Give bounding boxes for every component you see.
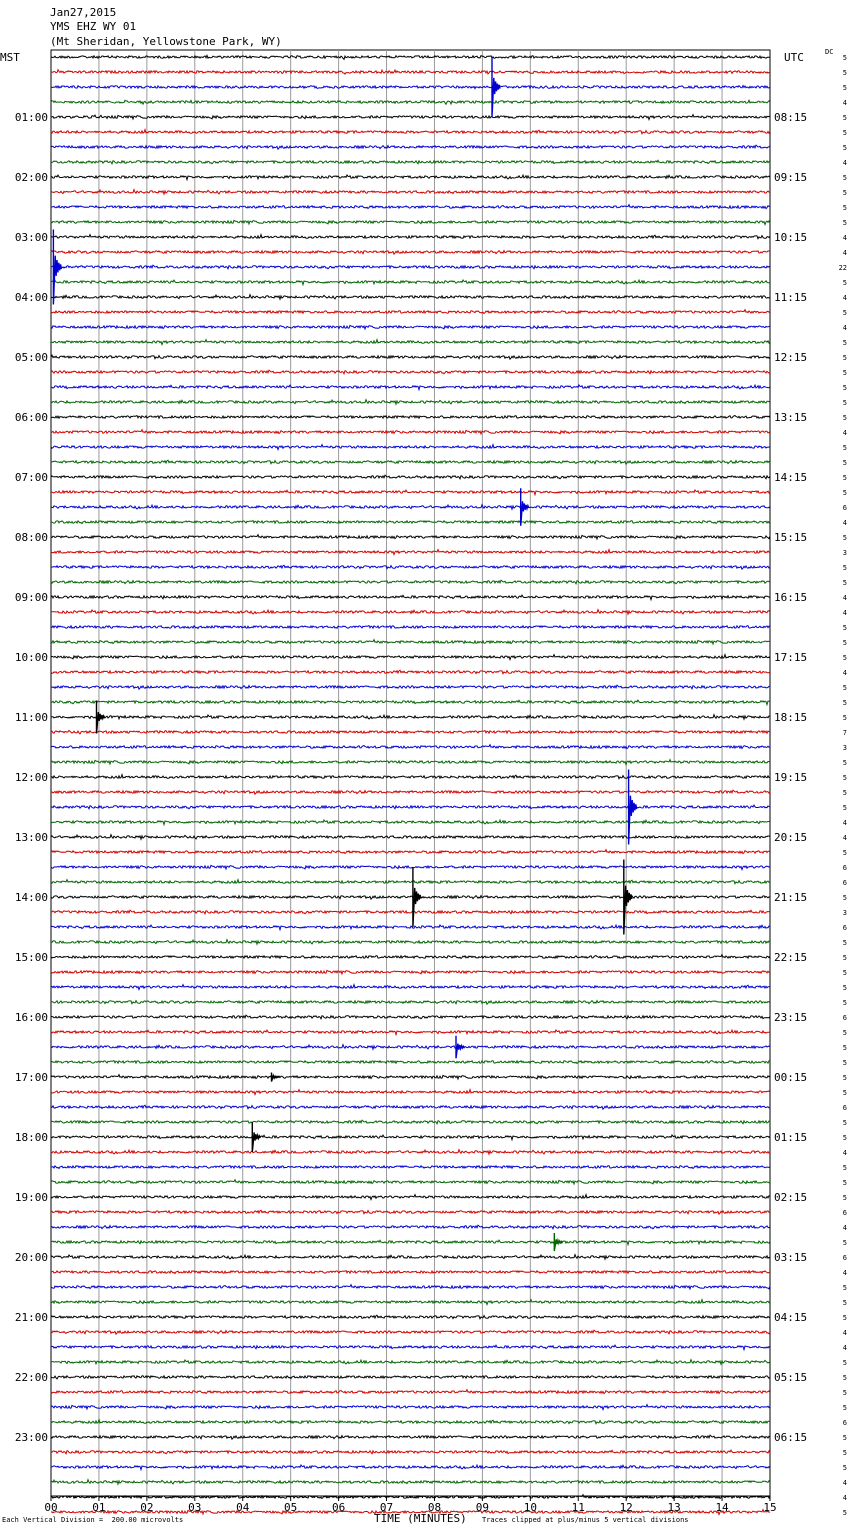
dc-offset-value: 5 — [842, 714, 847, 722]
trace-line — [51, 1450, 770, 1454]
dc-offset-value: 6 — [842, 1104, 847, 1112]
trace-line — [51, 655, 770, 660]
trace-line — [51, 1090, 770, 1095]
hour-label-utc: 21:15 — [774, 891, 808, 904]
hour-label-utc: 20:15 — [774, 831, 808, 844]
trace-line — [51, 1420, 770, 1424]
dc-offset-value: 5 — [842, 144, 847, 152]
hour-label-utc: 19:15 — [774, 771, 808, 784]
dc-offset-value: 5 — [842, 54, 847, 62]
dc-offset-value: 5 — [842, 129, 847, 137]
event-spike — [252, 1122, 260, 1152]
dc-offset-value: 5 — [842, 69, 847, 77]
trace-line — [51, 235, 770, 239]
hour-label-utc: 22:15 — [774, 951, 808, 964]
trace-line — [51, 835, 770, 840]
dc-offset-value: 5 — [842, 684, 847, 692]
dc-offset-value: 4 — [842, 294, 847, 302]
trace-line — [51, 1345, 770, 1350]
dc-offset-value: 5 — [842, 579, 847, 587]
dc-offset-value: 5 — [842, 1089, 847, 1097]
hour-label-utc: 17:15 — [774, 651, 808, 664]
x-tick-label: 03 — [188, 1501, 202, 1514]
dc-offset-value: 4 — [842, 234, 847, 242]
trace-line — [51, 130, 770, 134]
event-spike — [624, 860, 632, 935]
event-spike — [413, 867, 421, 927]
x-tick-label: 00 — [44, 1501, 58, 1514]
x-tick-label: 14 — [715, 1501, 729, 1514]
dc-offset-value: 5 — [842, 894, 847, 902]
dc-offset-value: 5 — [842, 1404, 847, 1412]
hour-label-utc: 16:15 — [774, 591, 808, 604]
trace-line — [51, 1030, 770, 1035]
trace-line — [51, 1195, 770, 1200]
dc-offset-value: 5 — [842, 1389, 847, 1397]
event-spike — [53, 230, 61, 305]
dc-offset-value: 6 — [842, 1254, 847, 1262]
dc-offset-value: 5 — [842, 1299, 847, 1307]
hour-label-mst: 06:00 — [14, 411, 48, 424]
x-tick-label: 10 — [523, 1501, 537, 1514]
dc-offset-value: 7 — [842, 729, 847, 737]
trace-line — [51, 145, 770, 149]
hour-label-mst: 19:00 — [14, 1191, 48, 1204]
trace-line — [51, 1240, 770, 1245]
dc-offset-value: 5 — [842, 309, 847, 317]
trace-line — [51, 745, 770, 749]
trace-line — [51, 775, 770, 779]
dc-offset-value: 6 — [842, 1014, 847, 1022]
dc-offset-value: 5 — [842, 1314, 847, 1322]
dc-offset-value: 5 — [842, 204, 847, 212]
hour-label-mst: 12:00 — [14, 771, 48, 784]
trace-line — [51, 86, 770, 89]
trace-line — [51, 1315, 770, 1319]
hour-label-utc: 08:15 — [774, 111, 808, 124]
x-tick-label: 12 — [619, 1501, 633, 1514]
trace-line — [51, 205, 770, 209]
trace-line — [51, 1001, 770, 1005]
dc-offset-value: 5 — [842, 1434, 847, 1442]
x-tick-label: 02 — [140, 1501, 154, 1514]
hour-label-mst: 07:00 — [14, 471, 48, 484]
dc-offset-value: 5 — [842, 1164, 847, 1172]
trace-line — [51, 70, 770, 74]
x-tick-label: 04 — [236, 1501, 250, 1514]
trace-line — [51, 580, 770, 584]
trace-line — [51, 685, 770, 689]
dc-offset-value: 5 — [842, 1449, 847, 1457]
trace-line — [51, 805, 770, 809]
dc-offset-value: 5 — [842, 1119, 847, 1127]
dc-offset-value: 5 — [842, 939, 847, 947]
trace-line — [51, 1210, 770, 1214]
hour-label-mst: 17:00 — [14, 1071, 48, 1084]
x-tick-label: 13 — [667, 1501, 681, 1514]
trace-line — [51, 1360, 770, 1365]
dc-offset-value: 4 — [842, 1329, 847, 1337]
x-axis-label: TIME (MINUTES) — [374, 1512, 467, 1525]
dc-offset-value: 3 — [842, 744, 847, 752]
trace-line — [51, 955, 770, 959]
hour-label-mst: 08:00 — [14, 531, 48, 544]
local-timezone-label: MST — [0, 51, 20, 64]
x-tick-label: 07 — [379, 1501, 394, 1514]
dc-offset-value: 5 — [842, 174, 847, 182]
x-tick-label: 11 — [571, 1501, 585, 1514]
dc-offset-value: 5 — [842, 1284, 847, 1292]
hour-label-mst: 16:00 — [14, 1011, 48, 1024]
dc-offset-value: 4 — [842, 99, 847, 107]
trace-line — [51, 295, 770, 300]
dc-offset-value: 5 — [842, 849, 847, 857]
dc-offset-value: 4 — [842, 669, 847, 677]
trace-line — [51, 670, 770, 674]
trace-line — [51, 1180, 770, 1184]
hour-label-utc: 06:15 — [774, 1431, 808, 1444]
trace-line — [51, 565, 770, 569]
dc-offset-value: 5 — [842, 279, 847, 287]
trace-line — [51, 310, 770, 314]
dc-offset-value: 5 — [842, 1134, 847, 1142]
dc-offset-value: 4 — [842, 1224, 847, 1232]
event-spike — [554, 1233, 562, 1251]
dc-offset-value: 4 — [842, 1149, 847, 1157]
trace-line — [51, 1390, 770, 1394]
trace-line — [51, 1465, 770, 1470]
dc-offset-value: 6 — [842, 879, 847, 887]
dc-offset-value: 5 — [842, 699, 847, 707]
trace-line — [51, 370, 770, 374]
scale-note: Each Vertical Division = 200.00 microvolts — [2, 1516, 184, 1524]
hour-label-utc: 18:15 — [774, 711, 808, 724]
trace-line — [51, 1150, 770, 1155]
dc-offset-value: 5 — [842, 1464, 847, 1472]
trace-line — [51, 910, 770, 914]
trace-line — [51, 1015, 770, 1019]
trace-line — [51, 1045, 770, 1050]
trace-line — [51, 550, 770, 555]
dc-offset-value: 6 — [842, 504, 847, 512]
trace-line — [51, 1330, 770, 1334]
x-tick-label: 05 — [284, 1501, 298, 1514]
x-tick-label: 06 — [331, 1501, 346, 1514]
dc-offset-value: 4 — [842, 594, 847, 602]
hour-label-utc: 01:15 — [774, 1131, 808, 1144]
trace-line — [51, 1480, 770, 1485]
trace-line — [51, 1300, 770, 1305]
trace-line — [51, 1405, 770, 1410]
hour-label-utc: 23:15 — [774, 1011, 808, 1024]
dc-offset-value: 5 — [842, 1044, 847, 1052]
trace-line — [51, 595, 770, 600]
trace-line — [51, 1061, 770, 1064]
dc-offset-value: 5 — [842, 1059, 847, 1067]
dc-offset-value: 5 — [842, 369, 847, 377]
trace-line — [51, 160, 770, 164]
dc-offset-value: 4 — [842, 1494, 847, 1502]
trace-line — [51, 175, 770, 180]
dc-offset-value: 4 — [842, 159, 847, 167]
trace-line — [51, 1166, 770, 1169]
hour-label-mst: 14:00 — [14, 891, 48, 904]
dc-offset-value: 4 — [842, 1344, 847, 1352]
dc-offset-value: 4 — [842, 819, 847, 827]
hour-label-utc: 12:15 — [774, 351, 808, 364]
trace-line — [51, 730, 770, 734]
x-tick-label: 01 — [92, 1501, 106, 1514]
hour-label-mst: 20:00 — [14, 1251, 48, 1264]
dc-offset-value: 5 — [842, 999, 847, 1007]
hour-label-mst: 10:00 — [14, 651, 48, 664]
dc-offset-value: 4 — [842, 429, 847, 437]
dc-offset-value: 5 — [842, 1239, 847, 1247]
dc-offset-value: 5 — [842, 984, 847, 992]
event-spike — [97, 701, 105, 734]
event-spike — [272, 1073, 280, 1082]
hour-label-mst: 03:00 — [14, 231, 48, 244]
dc-offset-value: 5 — [842, 444, 847, 452]
event-spike — [492, 57, 500, 117]
dc-offset-value: 4 — [842, 519, 847, 527]
dc-offset-value: 5 — [842, 414, 847, 422]
dc-offset-value: 4 — [842, 324, 847, 332]
dc-offset-value: 5 — [842, 489, 847, 497]
dc-offset-value: 5 — [842, 1359, 847, 1367]
trace-line — [51, 790, 770, 794]
trace-line — [51, 400, 770, 405]
trace-line — [51, 626, 770, 629]
trace-line — [51, 1435, 770, 1439]
trace-line — [51, 1225, 770, 1229]
hour-label-utc: 04:15 — [774, 1311, 808, 1324]
dc-offset-value: 5 — [842, 354, 847, 362]
trace-line — [51, 820, 770, 825]
trace-line — [51, 190, 770, 195]
trace-line — [51, 385, 770, 390]
hour-label-mst: 11:00 — [14, 711, 48, 724]
hour-label-utc: 11:15 — [774, 291, 808, 304]
trace-line — [51, 505, 770, 510]
dc-offset-value: 4 — [842, 249, 847, 257]
trace-line — [51, 640, 770, 644]
trace-line — [51, 850, 770, 854]
trace-line — [51, 430, 770, 434]
dc-offset-value: 5 — [842, 534, 847, 542]
hour-label-mst: 21:00 — [14, 1311, 48, 1324]
trace-line — [51, 490, 770, 495]
hour-label-mst: 23:00 — [14, 1431, 48, 1444]
dc-offset-value: 5 — [842, 1374, 847, 1382]
trace-line — [51, 970, 770, 974]
trace-line — [51, 445, 770, 450]
dc-offset-value: 4 — [842, 1479, 847, 1487]
trace-line — [51, 55, 770, 59]
hour-label-mst: 15:00 — [14, 951, 48, 964]
dc-offset-value: 5 — [842, 759, 847, 767]
trace-line — [51, 115, 770, 120]
trace-line — [51, 715, 770, 720]
dc-offset-value: 5 — [842, 1179, 847, 1187]
hour-label-utc: 14:15 — [774, 471, 808, 484]
dc-offset-value: 5 — [842, 339, 847, 347]
trace-line — [51, 416, 770, 419]
trace-line — [51, 880, 770, 884]
hour-label-utc: 00:15 — [774, 1071, 808, 1084]
hour-label-utc: 10:15 — [774, 231, 808, 244]
trace-line — [51, 925, 770, 930]
trace-line — [51, 460, 770, 464]
trace-line — [51, 1075, 770, 1079]
dc-offset-value: 5 — [842, 789, 847, 797]
dc-offset-value: 5 — [842, 1509, 847, 1517]
dc-offset-value: 5 — [842, 969, 847, 977]
trace-line — [51, 865, 770, 869]
x-tick-label: 15 — [763, 1501, 777, 1514]
trace-line — [51, 1271, 770, 1274]
hour-label-mst: 18:00 — [14, 1131, 48, 1144]
dc-offset-value: 6 — [842, 864, 847, 872]
dc-offset-value: 5 — [842, 954, 847, 962]
hour-label-mst: 13:00 — [14, 831, 48, 844]
dc-offset-value: 5 — [842, 564, 847, 572]
hour-label-utc: 09:15 — [774, 171, 808, 184]
hour-label-utc: 02:15 — [774, 1191, 808, 1204]
dc-offset-value: 5 — [842, 774, 847, 782]
trace-line — [51, 521, 770, 524]
trace-line — [51, 1135, 770, 1140]
dc-offset-value: 5 — [842, 384, 847, 392]
dc-offset-value: 5 — [842, 624, 847, 632]
trace-line — [51, 1376, 770, 1379]
dc-offset-value: 5 — [842, 654, 847, 662]
hour-label-mst: 05:00 — [14, 351, 48, 364]
hour-label-utc: 05:15 — [774, 1371, 808, 1384]
dc-offset-value: 5 — [842, 1194, 847, 1202]
trace-line — [51, 325, 770, 329]
trace-line — [51, 100, 770, 104]
dc-offset-value: 5 — [842, 84, 847, 92]
trace-line — [51, 896, 770, 900]
dc-offset-value: 5 — [842, 459, 847, 467]
location-label: (Mt Sheridan, Yellowstone Park, WY) — [50, 35, 282, 48]
x-tick-label: 08 — [427, 1501, 442, 1514]
hour-label-mst: 09:00 — [14, 591, 48, 604]
trace-line — [51, 760, 770, 765]
dc-offset-value: 6 — [842, 1209, 847, 1217]
event-spike — [629, 770, 637, 845]
dc-offset-value: 5 — [842, 114, 847, 122]
station-label: YMS EHZ WY 01 — [50, 20, 137, 33]
trace-line — [51, 700, 770, 705]
x-tick-label: 09 — [475, 1501, 490, 1514]
dc-offset-value: 5 — [842, 1074, 847, 1082]
dc-offset-value: 3 — [842, 909, 847, 917]
dc-offset-value: 5 — [842, 219, 847, 227]
event-spike — [456, 1036, 464, 1059]
trace-line — [51, 535, 770, 539]
dc-offset-value: 4 — [842, 609, 847, 617]
dc-offset-value: 5 — [842, 474, 847, 482]
dc-column-label: DC — [825, 48, 834, 56]
dc-offset-value: 5 — [842, 189, 847, 197]
dc-offset-value: 4 — [842, 1269, 847, 1277]
hour-label-mst: 01:00 — [14, 111, 48, 124]
hour-label-utc: 15:15 — [774, 531, 808, 544]
trace-line — [51, 265, 770, 269]
trace-line — [51, 940, 770, 945]
hour-label-mst: 02:00 — [14, 171, 48, 184]
hour-label-utc: 03:15 — [774, 1251, 808, 1264]
event-spike — [521, 488, 529, 526]
dc-offset-value: 5 — [842, 1029, 847, 1037]
date-label: Jan27,2015 — [50, 6, 117, 19]
hour-label-mst: 04:00 — [14, 291, 48, 304]
trace-line — [51, 1285, 770, 1289]
trace-line — [51, 355, 770, 359]
dc-offset-value: 5 — [842, 639, 847, 647]
trace-line — [51, 1105, 770, 1109]
dc-offset-value: 4 — [842, 834, 847, 842]
dc-offset-value: 6 — [842, 924, 847, 932]
trace-line — [51, 610, 770, 615]
trace-line — [51, 251, 770, 255]
trace-line — [51, 280, 770, 285]
trace-line — [51, 220, 770, 224]
dc-offset-value: 5 — [842, 804, 847, 812]
trace-line — [51, 1255, 770, 1260]
dc-offset-value: 5 — [842, 399, 847, 407]
dc-offset-value: 3 — [842, 549, 847, 557]
dc-offset-value: 6 — [842, 1419, 847, 1427]
trace-line — [51, 1120, 770, 1124]
trace-line — [51, 985, 770, 990]
utc-timezone-label: UTC — [784, 51, 804, 64]
hour-label-mst: 22:00 — [14, 1371, 48, 1384]
hour-label-utc: 13:15 — [774, 411, 808, 424]
trace-line — [51, 340, 770, 345]
trace-line — [51, 475, 770, 479]
clip-note: Traces clipped at plus/minus 5 vertical divisions — [482, 1516, 689, 1524]
dc-offset-value: 22 — [838, 264, 847, 272]
